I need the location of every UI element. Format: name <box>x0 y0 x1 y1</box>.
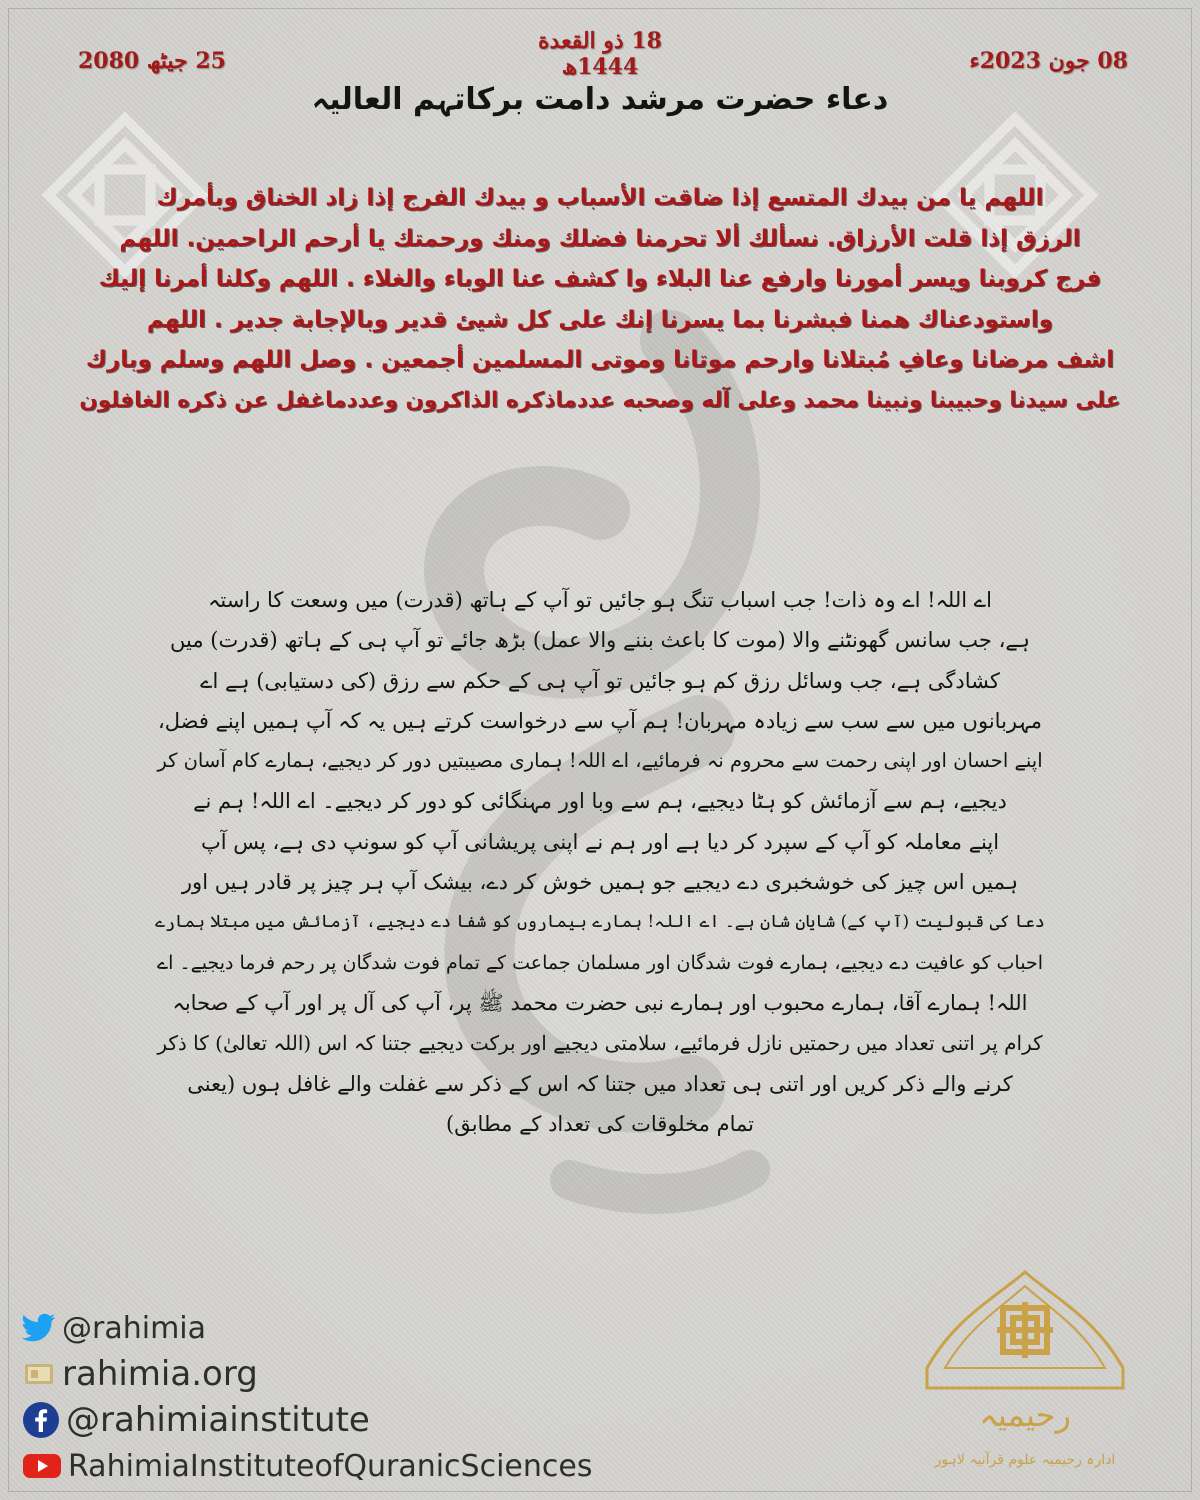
urdu-line: ہے، جب سانس گھونٹنے والا (موت کا باعث بننے والا عمل) بڑھ جائے تو آپ ہی کے ہاتھ (قدرت) میں <box>170 628 1030 653</box>
website-link[interactable] <box>22 1351 662 1397</box>
youtube-link[interactable] <box>22 1443 662 1489</box>
page-title: دعاء حضرت مرشد دامت برکاتہم العالیہ <box>311 82 889 117</box>
arabic-line: علی سیدنا وحبیبنا ونبینا محمد وعلی آله وصحبه عددماذکره الذاکرون وعددماغفل عن ذکره الغافلون <box>79 387 1121 413</box>
urdu-line: اللہ! ہمارے آقا، ہمارے محبوب اور ہمارے نبی حضرت محمد ﷺ پر، آپ کی آل پر اور آپ کے صحابہ <box>172 990 1028 1015</box>
date-hijri: 18 ذو القعدة 1444ھ <box>538 28 662 80</box>
date-bikrami: 25 جیٹھ 2080 <box>78 48 226 74</box>
twitter-icon <box>22 1313 56 1343</box>
urdu-line: اپنے احسان اور اپنی رحمت سے محروم نہ فرمائیے، اے اللہ! ہماری مصیبتیں دور کر دیجیے، ہمارے کام آسان کر <box>157 749 1043 773</box>
urdu-line: ہمیں اس چیز کی خوشخبری دے دیجیے جو ہمیں خوش کر دے، بیشک آپ ہر چیز پر قادر ہیں اور <box>181 870 1019 895</box>
arabic-line: الرزق إذا قلت الأرزاق. نسألك ألا تحرمنا فضلك ومنك ورحمتك یا أرحم الراحمین. اللھم <box>119 225 1081 252</box>
rahimia-logo <box>915 1268 1135 1483</box>
twitter-link[interactable] <box>22 1305 662 1351</box>
twitter-handle: @rahimia <box>62 1310 207 1346</box>
urdu-line: کشادگی ہے، جب وسائل رزق کم ہو جائیں تو آپ ہی کے حکم سے رزق (کی دستیابی) ہے اے <box>200 668 1000 693</box>
youtube-icon <box>22 1451 62 1481</box>
urdu-line: کرام پر اتنی تعداد میں رحمتیں نازل فرمائیے، سلامتی دیجیے اور برکت دیجیے جتنا کہ اس (اللہ تعالیٰ) کا ذکر <box>157 1031 1043 1056</box>
urdu-line: دیجیے، ہم سے آزمائش کو ہٹا دیجیے، ہم سے وبا اور مہنگائی کو دور کر دیجیے۔ اے اللہ! ہم نے <box>193 789 1007 814</box>
urdu-line: اپنے معاملہ کو آپ کے سپرد کر دیا ہے اور ہم نے اپنی پریشانی آپ کو سونپ دی ہے، پس آپ <box>200 829 1000 854</box>
logo-subtitle: ادارہ رحیمیہ علوم قرآنیہ لاہور <box>934 1452 1116 1468</box>
urdu-line: دعا کی قبولیت (آپ کے) شایان شان ہے۔ اے اللہ! ہمارے بیماروں کو شفا دے دیجیے، آزمائش میں مبتلا ہمارے <box>155 912 1045 933</box>
arabic-line: اللھم یا من بیدك المتسع إذا ضاقت الأسباب و بیدك الفرج إذا زاد الخناق وبأمرك <box>156 185 1044 211</box>
arabic-dua <box>70 178 1130 421</box>
header-dates <box>0 28 1200 88</box>
facebook-handle: @rahimiainstitute <box>66 1400 370 1440</box>
website-url: rahimia.org <box>62 1354 258 1394</box>
facebook-link[interactable] <box>22 1397 662 1443</box>
logo-name: رحیمیہ <box>979 1396 1071 1434</box>
arabic-line: فرج كروبنا ویسر أمورنا وارفع عنا البلاء وا كشف عنا الوباء والغلاء . اللھم وكلنا أمرنا إلیك <box>98 266 1102 292</box>
urdu-line: احباب کو عافیت دے دیجیے، ہمارے فوت شدگان اور مسلمان جماعت کے تمام فوت شدگان پر رحم فرما دیجیے۔ اے <box>157 951 1043 974</box>
arabic-line: اشف مرضانا وعافِ مُبتلانا وارحم موتانا وموتی المسلمین أجمعین . وصل اللھم وسلم وبارك <box>85 347 1115 373</box>
social-links <box>22 1305 662 1489</box>
arabic-line: واستودعناك ھمنا فبشرنا بما یسرنا إنك علی كل شیئ قدیر وبالإجابة جدیر . اللھم <box>146 306 1054 333</box>
youtube-channel: RahimiaInstituteofQuranicSciences <box>68 1448 593 1484</box>
urdu-translation <box>150 580 1050 1144</box>
facebook-icon <box>22 1401 60 1439</box>
date-gregorian: 08 جون 2023ء <box>969 48 1128 74</box>
urdu-line: اے اللہ! اے وہ ذات! جب اسباب تنگ ہو جائیں تو آپ کے ہاتھ (قدرت) میں وسعت کا راستہ <box>208 588 992 612</box>
urdu-line: کرنے والے ذکر کریں اور اتنی ہی تعداد میں جتنا کہ اس کے ذکر سے غفلت والے غافل ہوں (یعنی <box>187 1071 1013 1096</box>
web-icon <box>22 1359 56 1389</box>
urdu-line: تمام مخلوقات کی تعداد کے مطابق) <box>446 1111 754 1136</box>
urdu-line: مہربانوں میں سے سب سے زیادہ مہربان! ہم آپ سے درخواست کرتے ہیں یہ کہ آپ ہمیں اپنے فضل، <box>157 708 1043 733</box>
